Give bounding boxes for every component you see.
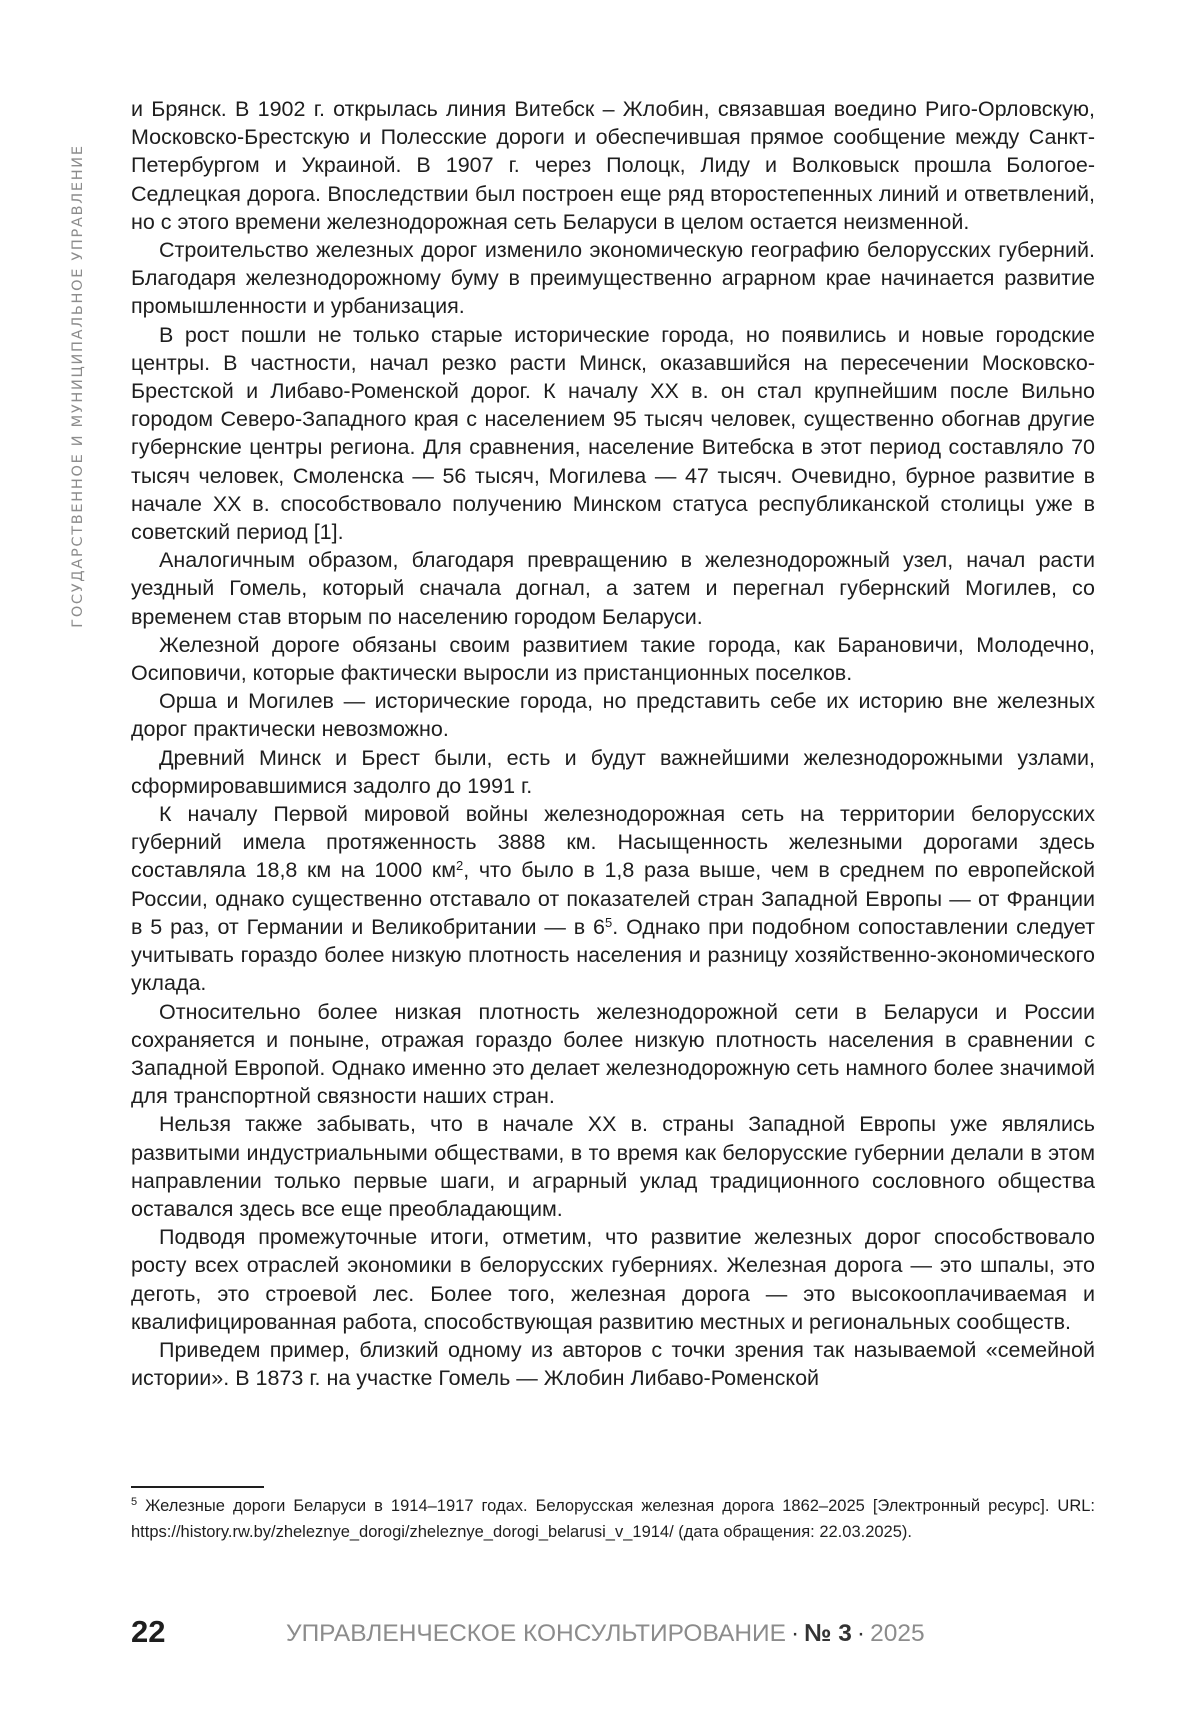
paragraph: и Брянск. В 1902 г. открылась линия Витебск – Жлобин, связавшая воедино Риго-Орловскую, Московско-Брестскую и Полесские дороги и обеспечившая прямое сообщение между Санкт-Петербургом и Украиной. В 1907 г. через Полоцк, Лиду и Волковыск прошла Бологое-Седлецкая дорога. Впоследствии был построен еще ряд второстепенных линий и ответвлений, но с этого времени железнодорожная сеть Беларуси в целом остается неизменной. xyxy=(131,97,1095,234)
paragraph: Относительно более низкая плотность железнодорожной сети в Беларуси и России сохраняется и поныне, отражая гораздо более низкую плотность населения в сравнении с Западной Европой. Однако именно это делает железнодорожную сеть намного более значимой для транспортной связности наших стран. xyxy=(131,999,1095,1109)
paragraph xyxy=(131,800,1095,997)
separator-dot: · xyxy=(791,1620,800,1647)
paragraph: Нельзя также забывать, что в начале XX в. страны Западной Европы уже являлись развитыми индустриальными обществами, в то время как белорусские губернии делали в этом направлении только первые шаги, и аграрный уклад традиционного сословного общества оставался здесь все еще преобладающим. xyxy=(131,1112,1095,1221)
superscript-square: 2 xyxy=(455,858,464,874)
footnote-marker: 5 xyxy=(131,1496,138,1508)
paragraph-text: К началу Первой мировой войны железнодорожная сеть на территории белорусских губерний имела протяженность 3888 км. Насыщенность железными дорогами здесь составляла 18,8 км на 1000 км xyxy=(131,802,1095,883)
paragraph: Древний Минск и Брест были, есть и будут важнейшими железнодорожными узлами, сформировавшимися задолго до 1991 г. xyxy=(131,745,1095,798)
paragraph: Подводя промежуточные итоги, отметим, что развитие железных дорог способствовало росту всех отраслей экономики в белорусских губерниях. Железная дорога — это шпалы, это деготь, это строевой лес. Более того, железная дорога — это высокооплачиваемая и квалифицированная работа, способствующая развитию местных и региональных сообществ. xyxy=(131,1225,1095,1334)
footnote-reference[interactable]: 5 xyxy=(605,914,613,930)
journal-footer xyxy=(286,1619,925,1649)
paragraph-text: . Однако при подобном сопоставлении следует учитывать гораздо более низкую плотность населения и разницу хозяйственно-экономического уклада. xyxy=(131,914,1095,996)
separator-dot: · xyxy=(856,1620,866,1647)
paragraph: Приведем пример, близкий одному из авторов с точки зрения так называемой «семейной истории». В 1873 г. на участке Гомель — Жлобин Либаво-Роменской xyxy=(131,1337,1095,1391)
paragraph: Строительство железных дорог изменило экономическую географию белорусских губерний. Благодаря железнодорожному буму в преимущественно аграрном крае начинается развитие промышленности и урбанизация. xyxy=(131,238,1095,319)
paragraph: Орша и Могилев — исторические города, но представить себе их историю вне железных дорог практически невозможно. xyxy=(131,689,1095,742)
footnote-divider xyxy=(131,1486,264,1488)
footnote-text: Железные дороги Беларуси в 1914–1917 годах. Белорусская железная дорога 1862–2025 [Электронный ресурс]. URL: https://history.rw.by/zheleznye_dorogi/zheleznye_dorogi_belarusi_v_1914/ (дата обращения: 22.03.2025). xyxy=(131,1497,1095,1541)
journal-title: УПРАВЛЕНЧЕСКОЕ КОНСУЛЬТИРОВАНИЕ xyxy=(286,1620,786,1647)
page-number: 22 xyxy=(131,1614,166,1649)
paragraph: В рост пошли не только старые исторические города, но появились и новые городские центры. В частности, начал резко расти Минск, оказавшийся на пересечении Московско-Брестской и Либаво-Роменской дорог. К началу XX в. он стал крупнейшим после Вильно городом Северо-Западного края с населением 95 тысяч человек, существенно обогнав другие губернские центры региона. Для сравнения, население Витебска в этот период составляло 70 тысяч человек, Смоленска — 56 тысяч, Могилева — 47 тысяч. Очевидно, бурное развитие в начале XX в. способствовало получению Минском статуса республиканской столицы уже в советский период [1]. xyxy=(131,322,1095,545)
issue-number: № 3 xyxy=(804,1620,852,1647)
article-body xyxy=(131,95,1095,1392)
paragraph: Аналогичным образом, благодаря превращению в железнодорожный узел, начал расти уездный Гомель, который сначала догнал, а затем и перегнал губернский Могилев, со временем став вторым по населению городом Беларуси. xyxy=(131,548,1095,629)
year: 2025 xyxy=(870,1620,925,1647)
footnote xyxy=(131,1493,1095,1545)
paragraph-text: , что было в 1,8 раза выше, чем в среднем по европейской России, однако существенно отставало от показателей стран Западной Европы — от Франции в 5 раз, от Германии и Великобритании — в 6 xyxy=(131,858,1095,939)
running-side-label: ГОСУДАРСТВЕННОЕ И МУНИЦИПАЛЬНОЕ УПРАВЛЕНИЕ xyxy=(70,144,86,628)
paragraph: Железной дороге обязаны своим развитием такие города, как Барановичи, Молодечно, Осиповичи, которые фактически выросли из пристанционных поселков. xyxy=(131,632,1095,686)
